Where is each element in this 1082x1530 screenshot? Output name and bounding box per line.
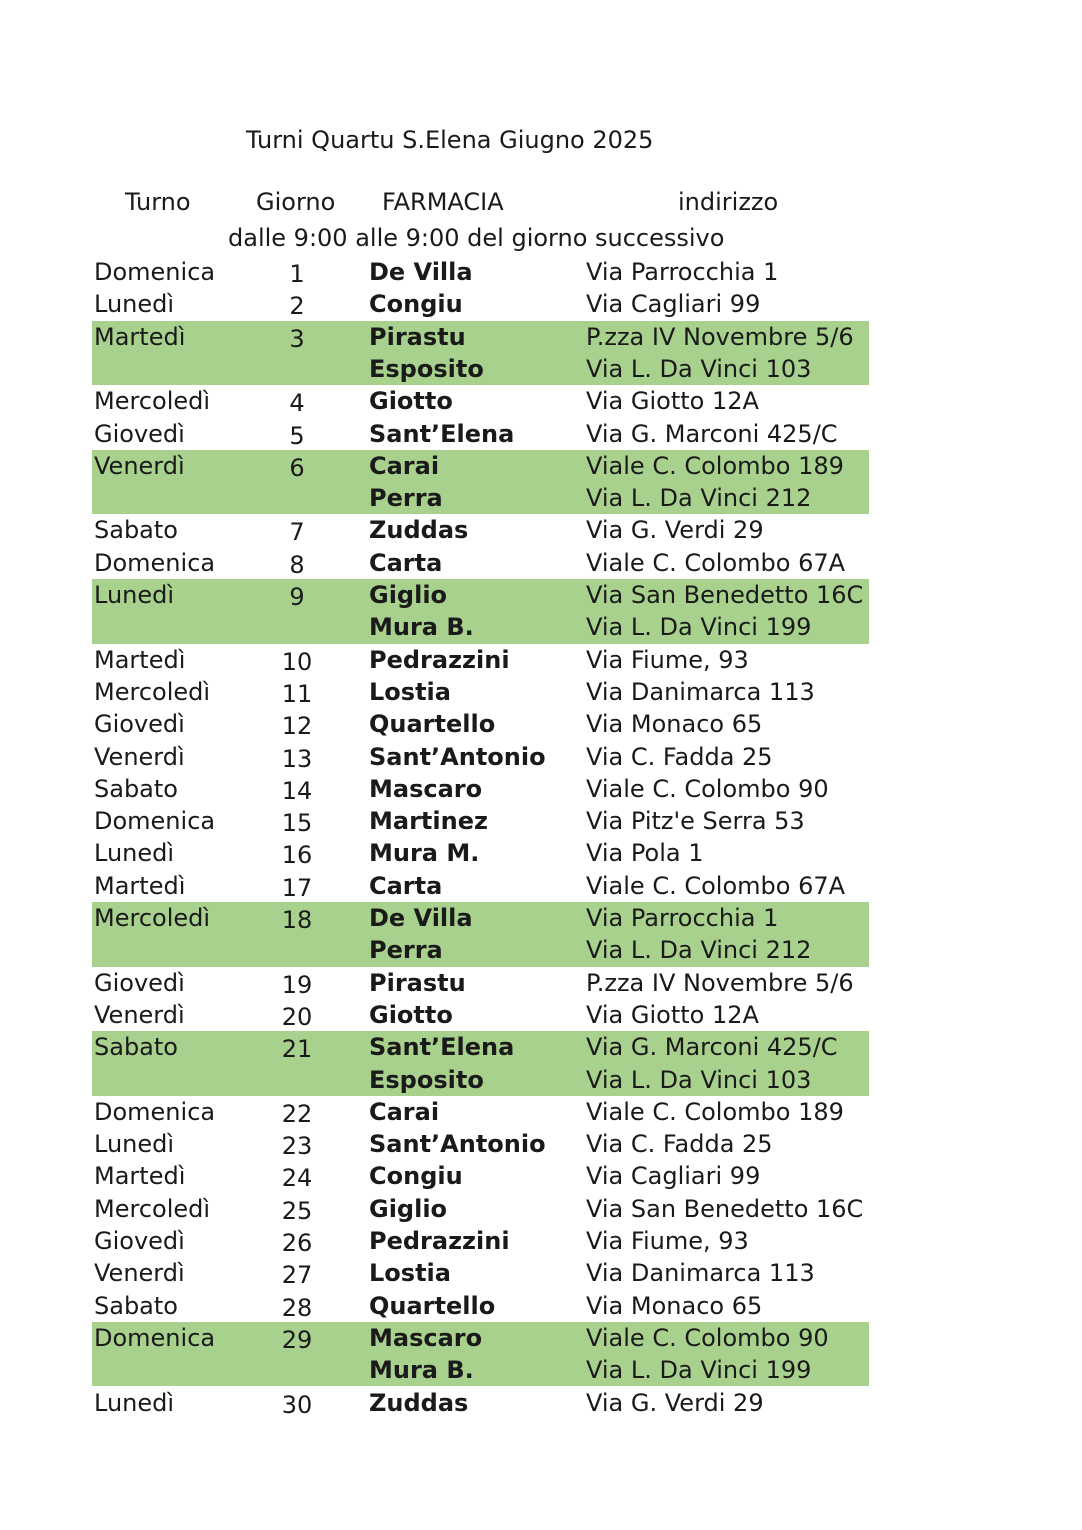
row-giorno: 20 (281, 1002, 313, 1031)
page-title: Turni Quartu S.Elena Giugno 2025 (246, 126, 654, 154)
row-turno: Giovedì (94, 1227, 185, 1255)
row-giorno: 22 (281, 1099, 313, 1128)
row-giorno: 15 (281, 809, 313, 838)
row-giorno: 25 (281, 1196, 313, 1225)
pharmacy-address: Via Cagliari 99 (586, 290, 761, 319)
pharmacy-name: Mascaro (369, 774, 483, 803)
pharmacy-name: Giglio (369, 581, 448, 609)
pharmacy-name: De Villa (369, 258, 473, 286)
pharmacy-name: Sant’Antonio (369, 1130, 546, 1159)
row-turno: Giovedì (94, 419, 185, 448)
row-turno: Martedì (94, 322, 186, 351)
row-turno: Venerdì (94, 742, 185, 771)
pharmacy-name: Perra (369, 936, 443, 965)
row-turno: Mercoledì (94, 904, 211, 932)
pharmacy-address: Via G. Marconi 425/C (586, 1033, 838, 1062)
row-giorno: 14 (281, 776, 313, 805)
row-giorno: 10 (281, 647, 313, 676)
pharmacy-name: Sant’Elena (369, 1033, 515, 1062)
row-turno: Venerdì (94, 1000, 185, 1029)
pharmacy-name: Mura M. (369, 839, 480, 868)
pharmacy-address: Viale C. Colombo 90 (586, 774, 829, 803)
pharmacy-address: Via Monaco 65 (586, 710, 763, 739)
pharmacy-address: Via Danimarca 113 (586, 1259, 815, 1288)
pharmacy-address: Via C. Fadda 25 (586, 1130, 773, 1159)
pharmacy-address: Via Fiume, 93 (586, 645, 749, 674)
row-turno: Lunedì (94, 290, 175, 319)
row-turno: Domenica (94, 258, 216, 286)
pharmacy-address: Viale C. Colombo 67A (586, 871, 846, 900)
column-header-giorno: Giorno (256, 188, 336, 216)
row-giorno: 11 (281, 679, 313, 708)
row-giorno: 4 (289, 389, 305, 418)
pharmacy-name: Zuddas (369, 516, 469, 545)
pharmacy-address: Via Danimarca 113 (586, 677, 815, 706)
row-giorno: 12 (281, 712, 313, 741)
pharmacy-address: Via C. Fadda 25 (586, 742, 773, 771)
row-giorno: 6 (289, 453, 305, 482)
row-turno: Mercoledì (94, 1194, 211, 1223)
column-header-farmacia: FARMACIA (382, 188, 504, 216)
row-turno: Lunedì (94, 581, 175, 609)
row-giorno: 30 (281, 1390, 313, 1419)
pharmacy-address: P.zza IV Novembre 5/6 (586, 968, 854, 997)
row-turno: Sabato (94, 516, 178, 545)
pharmacy-name: Perra (369, 484, 443, 513)
schedule-subtitle: dalle 9:00 alle 9:00 del giorno successivo (228, 224, 725, 252)
pharmacy-address: Via L. Da Vinci 199 (586, 613, 812, 642)
row-giorno: 13 (281, 744, 313, 773)
pharmacy-name: Martinez (369, 807, 488, 836)
pharmacy-name: Giotto (369, 1000, 453, 1029)
row-turno: Martedì (94, 645, 186, 674)
row-giorno: 29 (281, 1325, 313, 1354)
row-giorno: 8 (289, 550, 305, 579)
row-turno: Giovedì (94, 710, 185, 739)
row-turno: Lunedì (94, 839, 175, 868)
row-turno: Domenica (94, 1323, 216, 1352)
pharmacy-address: Via Pitz'e Serra 53 (586, 807, 805, 836)
row-giorno: 26 (281, 1229, 313, 1257)
pharmacy-address: Via L. Da Vinci 103 (586, 354, 812, 383)
row-turno: Sabato (94, 1291, 178, 1320)
pharmacy-address: Via Monaco 65 (586, 1291, 763, 1320)
pharmacy-address: Via L. Da Vinci 199 (586, 1356, 812, 1385)
row-turno: Lunedì (94, 1388, 175, 1417)
pharmacy-address: Via Pola 1 (586, 839, 704, 868)
pharmacy-name: Mascaro (369, 1323, 483, 1352)
pharmacy-address: Via Cagliari 99 (586, 1162, 761, 1191)
pharmacy-name: Sant’Antonio (369, 742, 546, 771)
pharmacy-name: Giglio (369, 1194, 448, 1223)
pharmacy-name: Pirastu (369, 968, 466, 997)
pharmacy-address: Viale C. Colombo 67A (586, 548, 846, 577)
pharmacy-address: Via San Benedetto 16C (586, 1194, 864, 1223)
row-giorno: 24 (281, 1164, 313, 1193)
pharmacy-address: Via L. Da Vinci 212 (586, 484, 812, 513)
row-turno: Martedì (94, 871, 186, 900)
row-giorno: 9 (289, 583, 305, 611)
row-giorno: 17 (281, 873, 313, 902)
pharmacy-address: Via Fiume, 93 (586, 1227, 749, 1255)
pharmacy-name: Carta (369, 548, 443, 577)
pharmacy-name: Zuddas (369, 1388, 469, 1417)
row-giorno: 23 (281, 1132, 313, 1161)
row-giorno: 18 (281, 906, 313, 934)
pharmacy-address: Via G. Marconi 425/C (586, 419, 838, 448)
pharmacy-name: Pedrazzini (369, 645, 510, 674)
row-turno: Venerdì (94, 451, 185, 480)
column-header-turno: Turno (125, 188, 191, 216)
row-giorno: 3 (289, 324, 305, 353)
row-turno: Giovedì (94, 968, 185, 997)
pharmacy-name: Esposito (369, 354, 484, 383)
row-giorno: 5 (289, 421, 305, 450)
pharmacy-address: Via Parrocchia 1 (586, 904, 779, 932)
pharmacy-name: Esposito (369, 1065, 484, 1094)
pharmacy-name: Carta (369, 871, 443, 900)
row-turno: Martedì (94, 1162, 186, 1191)
pharmacy-address: Via L. Da Vinci 103 (586, 1065, 812, 1094)
pharmacy-name: Sant’Elena (369, 419, 515, 448)
pharmacy-name: Lostia (369, 1259, 451, 1288)
pharmacy-name: Carai (369, 1097, 440, 1126)
pharmacy-name: De Villa (369, 904, 473, 932)
pharmacy-name: Mura B. (369, 613, 474, 642)
pharmacy-name: Congiu (369, 290, 463, 319)
row-giorno: 1 (289, 260, 305, 288)
row-turno: Lunedì (94, 1130, 175, 1159)
row-turno: Venerdì (94, 1259, 185, 1288)
row-turno: Domenica (94, 548, 216, 577)
row-giorno: 21 (281, 1035, 313, 1064)
pharmacy-address: Viale C. Colombo 189 (586, 1097, 844, 1126)
row-turno: Mercoledì (94, 387, 211, 416)
row-turno: Mercoledì (94, 677, 211, 706)
pharmacy-name: Mura B. (369, 1356, 474, 1385)
pharmacy-name: Giotto (369, 387, 453, 416)
pharmacy-name: Pirastu (369, 322, 466, 351)
pharmacy-address: Via Parrocchia 1 (586, 258, 779, 286)
row-turno: Sabato (94, 774, 178, 803)
pharmacy-name: Carai (369, 451, 440, 480)
pharmacy-address: Via G. Verdi 29 (586, 516, 764, 545)
row-giorno: 19 (281, 970, 313, 999)
pharmacy-address: Via Giotto 12A (586, 387, 759, 416)
row-giorno: 28 (281, 1293, 313, 1322)
row-turno: Domenica (94, 1097, 216, 1126)
row-turno: Sabato (94, 1033, 178, 1062)
pharmacy-name: Pedrazzini (369, 1227, 510, 1255)
pharmacy-name: Lostia (369, 677, 451, 706)
pharmacy-name: Quartello (369, 1291, 496, 1320)
pharmacy-address: P.zza IV Novembre 5/6 (586, 322, 854, 351)
pharmacy-name: Quartello (369, 710, 496, 739)
column-header-indirizzo: indirizzo (678, 188, 779, 216)
pharmacy-address: Viale C. Colombo 189 (586, 451, 844, 480)
pharmacy-name: Congiu (369, 1162, 463, 1191)
row-giorno: 7 (289, 518, 305, 547)
pharmacy-address: Via San Benedetto 16C (586, 581, 864, 609)
row-giorno: 16 (281, 841, 313, 870)
row-giorno: 2 (289, 292, 305, 321)
pharmacy-address: Via L. Da Vinci 212 (586, 936, 812, 965)
pharmacy-address: Via G. Verdi 29 (586, 1388, 764, 1417)
row-giorno: 27 (281, 1261, 313, 1290)
row-turno: Domenica (94, 807, 216, 836)
pharmacy-address: Via Giotto 12A (586, 1000, 759, 1029)
pharmacy-address: Viale C. Colombo 90 (586, 1323, 829, 1352)
